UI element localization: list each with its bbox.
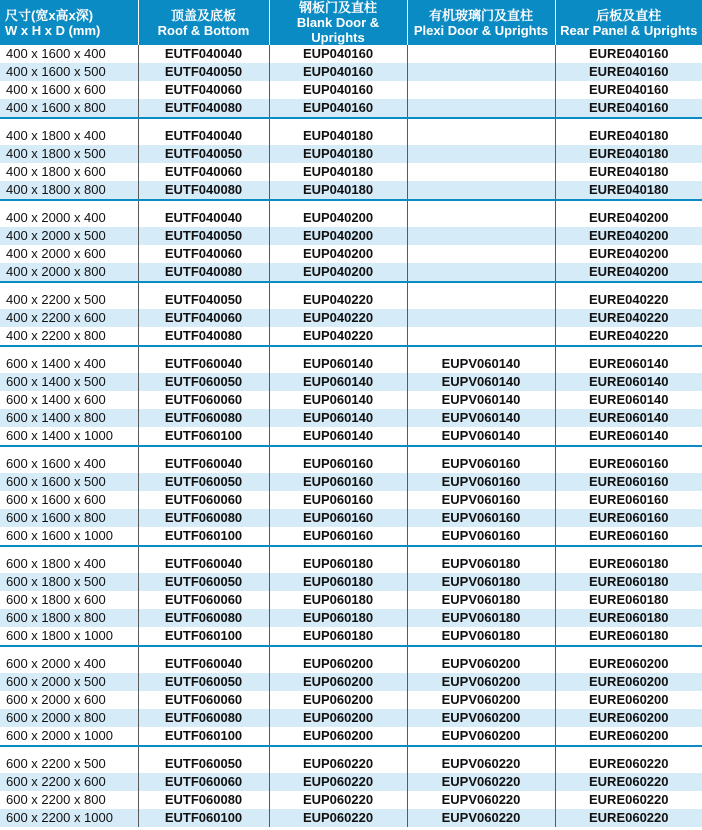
cell-roof-bottom: EUTF060080: [138, 791, 269, 809]
cell-plexi-door: [407, 99, 555, 118]
cell-size: 600 x 1800 x 400: [6, 556, 106, 571]
cell-size: 600 x 1600 x 500: [0, 473, 138, 491]
cell-roof-bottom: EUTF060080: [138, 409, 269, 427]
cell-plexi-door: [407, 309, 555, 327]
group-separator: [0, 746, 702, 755]
separator-cell: [269, 746, 407, 755]
table-row: [0, 81, 702, 99]
separator-cell: [138, 446, 269, 455]
separator-cell: [407, 646, 555, 655]
cell-plexi-door: [407, 163, 555, 181]
cell-rear-panel: EURE060160: [555, 473, 702, 491]
cell-rear-panel: EURE060200: [555, 709, 702, 727]
group-separator: [0, 446, 702, 455]
cell-roof-bottom: EUTF060050: [138, 473, 269, 491]
cell-blank-door: EUP040160: [269, 63, 407, 81]
cell-plexi-door: [407, 81, 555, 99]
cell-plexi-door: EUPV060220: [407, 755, 555, 773]
cell-blank-door: EUP060180: [269, 573, 407, 591]
separator-cell: [555, 346, 702, 355]
separator-cell: [407, 346, 555, 355]
cell-size: 400 x 2200 x 600: [0, 309, 138, 327]
cell-roof-bottom: EUTF060050: [138, 373, 269, 391]
group-separator: [0, 200, 702, 209]
cell-roof-bottom: EUTF060080: [138, 709, 269, 727]
cell-rear-panel: EURE060200: [555, 727, 702, 746]
cell-plexi-door: EUPV060160: [407, 455, 555, 473]
cell-rear-panel: EURE060200: [555, 691, 702, 709]
separator-cell: [555, 282, 702, 291]
header-size-en: W x H x D (mm): [5, 22, 101, 38]
group-separator: [0, 282, 702, 291]
cell-rear-panel: EURE040160: [555, 99, 702, 118]
cell-plexi-door: EUPV060160: [407, 527, 555, 546]
separator-cell: [407, 282, 555, 291]
table-row: [0, 727, 702, 746]
cell-size: 400 x 2000 x 800: [0, 263, 138, 282]
group-separator: [0, 646, 702, 655]
table-row: [0, 427, 702, 446]
cell-size: 400 x 1600 x 800: [0, 99, 138, 118]
cell-rear-panel: EURE060160: [555, 509, 702, 527]
cell-blank-door: EUP060140: [269, 373, 407, 391]
cell-roof-bottom: EUTF060100: [138, 427, 269, 446]
cell-blank-door: EUP060140: [269, 409, 407, 427]
cell-size: 600 x 2000 x 400: [6, 656, 106, 671]
cell-rear-panel: EURE040180: [555, 181, 702, 200]
cell-blank-door: EUP040220: [269, 309, 407, 327]
cell-blank-door: EUP060220: [269, 755, 407, 773]
separator-cell: [269, 346, 407, 355]
cell-size: 600 x 1800 x 600: [6, 592, 106, 607]
table-row: [0, 491, 702, 509]
table-row: [0, 245, 702, 263]
cell-roof-bottom: EUTF040060: [138, 245, 269, 263]
table-row: [0, 773, 702, 791]
cell-roof-bottom: EUTF060100: [138, 727, 269, 746]
cell-rear-panel: EURE040220: [555, 309, 702, 327]
cell-rear-panel: EURE060160: [555, 527, 702, 546]
header-plexi-zh: 有机玻璃门及直柱: [428, 7, 533, 23]
cell-blank-door: EUP060160: [269, 473, 407, 491]
cell-blank-door: EUP040200: [269, 263, 407, 282]
table-row: [0, 145, 702, 163]
cell-blank-door: EUP040160: [269, 99, 407, 118]
cell-blank-door: EUP040220: [269, 327, 407, 346]
cell-rear-panel: EURE060220: [555, 773, 702, 791]
cell-blank-door: EUP040180: [269, 163, 407, 181]
cell-blank-door: EUP060180: [269, 609, 407, 627]
cell-plexi-door: [407, 181, 555, 200]
cell-blank-door: EUP060160: [269, 491, 407, 509]
separator-cell: [555, 546, 702, 555]
table-row: [0, 309, 702, 327]
cell-size: 400 x 2200 x 500: [6, 292, 106, 307]
cell-blank-door: EUP060180: [269, 555, 407, 573]
header-rear-zh: 后板及直柱: [596, 7, 662, 23]
cell-size: 600 x 2200 x 500: [6, 756, 106, 771]
header-plexi-en: Plexi Door & Uprights: [413, 22, 549, 38]
cell-plexi-door: EUPV060180: [407, 573, 555, 591]
table-row: [0, 591, 702, 609]
separator-cell: [269, 200, 407, 209]
separator-cell: [407, 546, 555, 555]
separator-cell: [269, 446, 407, 455]
cell-plexi-door: [407, 145, 555, 163]
group-separator: [0, 118, 702, 127]
cell-roof-bottom: EUTF060060: [138, 491, 269, 509]
cell-plexi-door: EUPV060180: [407, 591, 555, 609]
cell-roof-bottom: EUTF060100: [138, 809, 269, 827]
cell-size: 600 x 1400 x 600: [6, 392, 106, 407]
separator-cell: [138, 282, 269, 291]
separator-cell: [138, 646, 269, 655]
cell-plexi-door: [407, 291, 555, 309]
cell-roof-bottom: EUTF060100: [138, 627, 269, 646]
cell-rear-panel: EURE040160: [555, 81, 702, 99]
cell-size: 400 x 2000 x 400: [6, 210, 106, 225]
cell-plexi-door: [407, 127, 555, 145]
table-row: [0, 63, 702, 81]
cell-roof-bottom: EUTF040060: [138, 163, 269, 181]
header-size: [0, 0, 138, 45]
cell-plexi-door: EUPV060160: [407, 473, 555, 491]
header-roof-en: Roof & Bottom: [157, 22, 250, 38]
cell-roof-bottom: EUTF040040: [138, 127, 269, 145]
separator-cell: [269, 118, 407, 127]
separator-cell: [0, 446, 138, 455]
cell-roof-bottom: EUTF040080: [138, 181, 269, 200]
separator-cell: [138, 546, 269, 555]
cell-blank-door: EUP060200: [269, 709, 407, 727]
cell-plexi-door: EUPV060220: [407, 773, 555, 791]
separator-cell: [407, 200, 555, 209]
cell-roof-bottom: EUTF060050: [138, 573, 269, 591]
cell-size: 600 x 2000 x 800: [0, 709, 138, 727]
cell-rear-panel: EURE060200: [555, 673, 702, 691]
separator-cell: [138, 346, 269, 355]
cell-roof-bottom: EUTF060080: [138, 609, 269, 627]
table-row: [0, 555, 702, 573]
separator-cell: [555, 446, 702, 455]
cell-roof-bottom: EUTF060050: [138, 673, 269, 691]
header-roof-zh: 顶盖及底板: [170, 7, 236, 23]
cell-plexi-door: EUPV060200: [407, 709, 555, 727]
cell-rear-panel: EURE060220: [555, 791, 702, 809]
table-row: [0, 655, 702, 673]
table-row: [0, 263, 702, 282]
header-blank-zh: 钢板门及直柱: [298, 0, 377, 15]
cell-blank-door: EUP040200: [269, 245, 407, 263]
cell-size: 600 x 1600 x 800: [0, 509, 138, 527]
cell-roof-bottom: EUTF060060: [138, 591, 269, 609]
separator-cell: [269, 646, 407, 655]
table-row: [0, 673, 702, 691]
header-blank-en: Blank Door & Uprights: [296, 15, 380, 45]
cell-plexi-door: EUPV060180: [407, 555, 555, 573]
cell-rear-panel: EURE060220: [555, 809, 702, 827]
table-row: [0, 355, 702, 373]
cell-blank-door: EUP060200: [269, 691, 407, 709]
separator-cell: [138, 746, 269, 755]
cell-plexi-door: [407, 227, 555, 245]
cell-roof-bottom: EUTF040060: [138, 309, 269, 327]
table-row: [0, 527, 702, 546]
cell-rear-panel: EURE040220: [555, 327, 702, 346]
separator-cell: [555, 118, 702, 127]
cell-plexi-door: EUPV060140: [407, 427, 555, 446]
separator-cell: [407, 746, 555, 755]
separator-cell: [555, 200, 702, 209]
cell-plexi-door: EUPV060180: [407, 609, 555, 627]
cell-size: 600 x 2000 x 500: [0, 673, 138, 691]
header-rear-en: Rear Panel & Uprights: [560, 22, 698, 38]
table-row: [0, 227, 702, 245]
cell-size: 600 x 1600 x 400: [6, 456, 106, 471]
table-row: [0, 127, 702, 145]
cell-blank-door: EUP040220: [269, 291, 407, 309]
cell-rear-panel: EURE040220: [555, 291, 702, 309]
table-row: [0, 99, 702, 118]
separator-cell: [0, 282, 138, 291]
cell-rear-panel: EURE060220: [555, 755, 702, 773]
cell-rear-panel: EURE060180: [555, 609, 702, 627]
cell-size: 400 x 1800 x 500: [0, 145, 138, 163]
cell-rear-panel: EURE040200: [555, 227, 702, 245]
separator-cell: [0, 200, 138, 209]
cell-plexi-door: [407, 245, 555, 263]
cell-blank-door: EUP060200: [269, 727, 407, 746]
table-row: [0, 755, 702, 773]
cell-blank-door: EUP060140: [269, 391, 407, 409]
cell-size: 400 x 2000 x 500: [0, 227, 138, 245]
cell-blank-door: EUP060220: [269, 791, 407, 809]
table-row: [0, 473, 702, 491]
cell-rear-panel: EURE060140: [555, 409, 702, 427]
cell-rear-panel: EURE060140: [555, 427, 702, 446]
group-separator: [0, 346, 702, 355]
cell-rear-panel: EURE040200: [555, 245, 702, 263]
cell-blank-door: EUP060160: [269, 527, 407, 546]
table-row: [0, 691, 702, 709]
separator-cell: [407, 446, 555, 455]
cell-blank-door: EUP060220: [269, 809, 407, 827]
cell-plexi-door: EUPV060220: [407, 809, 555, 827]
cell-rear-panel: EURE040200: [555, 209, 702, 227]
cell-roof-bottom: EUTF040080: [138, 263, 269, 282]
cell-roof-bottom: EUTF060060: [138, 691, 269, 709]
header-rear-panel: [555, 0, 702, 45]
cell-rear-panel: EURE060180: [555, 573, 702, 591]
table-row: [0, 809, 702, 827]
cell-blank-door: EUP060140: [269, 427, 407, 446]
cell-roof-bottom: EUTF040040: [138, 45, 269, 63]
cell-size: 400 x 1600 x 600: [6, 82, 106, 97]
cell-roof-bottom: EUTF040080: [138, 99, 269, 118]
separator-cell: [555, 646, 702, 655]
cell-rear-panel: EURE040180: [555, 127, 702, 145]
header-blank-door: [269, 0, 407, 45]
cell-roof-bottom: EUTF040040: [138, 209, 269, 227]
cell-plexi-door: [407, 263, 555, 282]
cell-rear-panel: EURE040160: [555, 45, 702, 63]
table-header: [0, 0, 702, 45]
cell-plexi-door: EUPV060140: [407, 391, 555, 409]
cell-blank-door: EUP040160: [269, 81, 407, 99]
cell-size: 600 x 1400 x 800: [0, 409, 138, 427]
table-row: [0, 181, 702, 200]
cell-plexi-door: EUPV060140: [407, 373, 555, 391]
cell-rear-panel: EURE040180: [555, 145, 702, 163]
cell-size: 400 x 1600 x 400: [6, 46, 106, 61]
cell-size: 600 x 1600 x 600: [6, 492, 106, 507]
table-row: [0, 45, 702, 63]
table-row: [0, 327, 702, 346]
cell-plexi-door: EUPV060160: [407, 509, 555, 527]
cell-size: 600 x 2000 x 1000: [6, 728, 113, 743]
cell-blank-door: EUP040200: [269, 209, 407, 227]
separator-cell: [0, 546, 138, 555]
cell-rear-panel: EURE060180: [555, 627, 702, 646]
cell-roof-bottom: EUTF040050: [138, 145, 269, 163]
header-size-zh: 尺寸(宽x高x深): [5, 7, 94, 23]
separator-cell: [555, 746, 702, 755]
table-row: [0, 791, 702, 809]
separator-cell: [0, 646, 138, 655]
cell-blank-door: EUP040180: [269, 145, 407, 163]
cell-rear-panel: EURE040200: [555, 263, 702, 282]
cell-blank-door: EUP040180: [269, 181, 407, 200]
cell-size: 600 x 1400 x 1000: [6, 428, 113, 443]
cell-rear-panel: EURE060140: [555, 373, 702, 391]
cell-size: 400 x 2200 x 800: [6, 328, 106, 343]
cell-rear-panel: EURE060140: [555, 355, 702, 373]
separator-cell: [407, 118, 555, 127]
table-row: [0, 163, 702, 181]
cell-roof-bottom: EUTF060040: [138, 655, 269, 673]
cell-size: 600 x 1800 x 1000: [6, 628, 113, 643]
cell-roof-bottom: EUTF040060: [138, 81, 269, 99]
cell-roof-bottom: EUTF060040: [138, 555, 269, 573]
cell-roof-bottom: EUTF040050: [138, 227, 269, 245]
cell-size: 400 x 1800 x 400: [6, 128, 106, 143]
cell-plexi-door: EUPV060220: [407, 791, 555, 809]
table-row: [0, 573, 702, 591]
cell-roof-bottom: EUTF040050: [138, 291, 269, 309]
cell-rear-panel: EURE060200: [555, 655, 702, 673]
cell-blank-door: EUP060220: [269, 773, 407, 791]
cell-plexi-door: [407, 327, 555, 346]
separator-cell: [0, 118, 138, 127]
table-row: [0, 409, 702, 427]
cell-plexi-door: EUPV060140: [407, 409, 555, 427]
cell-blank-door: EUP060180: [269, 627, 407, 646]
cell-roof-bottom: EUTF060040: [138, 455, 269, 473]
table-row: [0, 709, 702, 727]
header-plexi-door: [407, 0, 555, 45]
cell-roof-bottom: EUTF060080: [138, 509, 269, 527]
cell-rear-panel: EURE040180: [555, 163, 702, 181]
cell-size: 600 x 1600 x 1000: [6, 528, 113, 543]
cell-size: 400 x 1600 x 500: [0, 63, 138, 81]
cell-size: 600 x 1400 x 500: [0, 373, 138, 391]
cell-roof-bottom: EUTF060060: [138, 773, 269, 791]
cell-rear-panel: EURE060140: [555, 391, 702, 409]
cell-size: 600 x 2200 x 1000: [0, 809, 138, 827]
table-body: [0, 45, 702, 827]
table-row: [0, 627, 702, 646]
cell-blank-door: EUP060140: [269, 355, 407, 373]
separator-cell: [0, 346, 138, 355]
separator-cell: [138, 200, 269, 209]
table-row: [0, 509, 702, 527]
cell-roof-bottom: EUTF060040: [138, 355, 269, 373]
cell-plexi-door: [407, 45, 555, 63]
cell-plexi-door: EUPV060180: [407, 627, 555, 646]
header-roof-bottom: [138, 0, 269, 45]
cell-blank-door: EUP040180: [269, 127, 407, 145]
table-row: [0, 609, 702, 627]
table-row: [0, 291, 702, 309]
table-row: [0, 455, 702, 473]
table-row: [0, 373, 702, 391]
cell-size: 400 x 2000 x 600: [6, 246, 106, 261]
separator-cell: [0, 746, 138, 755]
cell-size: 600 x 2000 x 600: [6, 692, 106, 707]
cell-plexi-door: EUPV060200: [407, 727, 555, 746]
cell-blank-door: EUP040200: [269, 227, 407, 245]
cell-size: 600 x 2200 x 800: [6, 792, 106, 807]
cell-plexi-door: EUPV060160: [407, 491, 555, 509]
cell-roof-bottom: EUTF060100: [138, 527, 269, 546]
group-separator: [0, 546, 702, 555]
cell-rear-panel: EURE060180: [555, 591, 702, 609]
separator-cell: [269, 546, 407, 555]
cell-roof-bottom: EUTF060060: [138, 391, 269, 409]
separator-cell: [269, 282, 407, 291]
cell-size: 600 x 1800 x 800: [0, 609, 138, 627]
cell-roof-bottom: EUTF040080: [138, 327, 269, 346]
cell-size: 400 x 1800 x 600: [6, 164, 106, 179]
cell-rear-panel: EURE060160: [555, 491, 702, 509]
cell-rear-panel: EURE060180: [555, 555, 702, 573]
cell-roof-bottom: EUTF060050: [138, 755, 269, 773]
cell-plexi-door: EUPV060140: [407, 355, 555, 373]
cell-rear-panel: EURE060160: [555, 455, 702, 473]
cell-blank-door: EUP060160: [269, 455, 407, 473]
cell-blank-door: EUP060180: [269, 591, 407, 609]
table-row: [0, 391, 702, 409]
cell-size: 600 x 1400 x 400: [6, 356, 106, 371]
cell-plexi-door: [407, 63, 555, 81]
table-row: [0, 209, 702, 227]
cell-size: 600 x 1800 x 500: [0, 573, 138, 591]
cell-plexi-door: EUPV060200: [407, 655, 555, 673]
cell-plexi-door: EUPV060200: [407, 691, 555, 709]
cell-roof-bottom: EUTF040050: [138, 63, 269, 81]
cell-plexi-door: [407, 209, 555, 227]
cell-blank-door: EUP060200: [269, 655, 407, 673]
cell-size: 400 x 1800 x 800: [0, 181, 138, 200]
cell-blank-door: EUP060200: [269, 673, 407, 691]
cell-plexi-door: EUPV060200: [407, 673, 555, 691]
separator-cell: [138, 118, 269, 127]
cell-size: 600 x 2200 x 600: [0, 773, 138, 791]
cell-rear-panel: EURE040160: [555, 63, 702, 81]
cell-blank-door: EUP060160: [269, 509, 407, 527]
cell-blank-door: EUP040160: [269, 45, 407, 63]
